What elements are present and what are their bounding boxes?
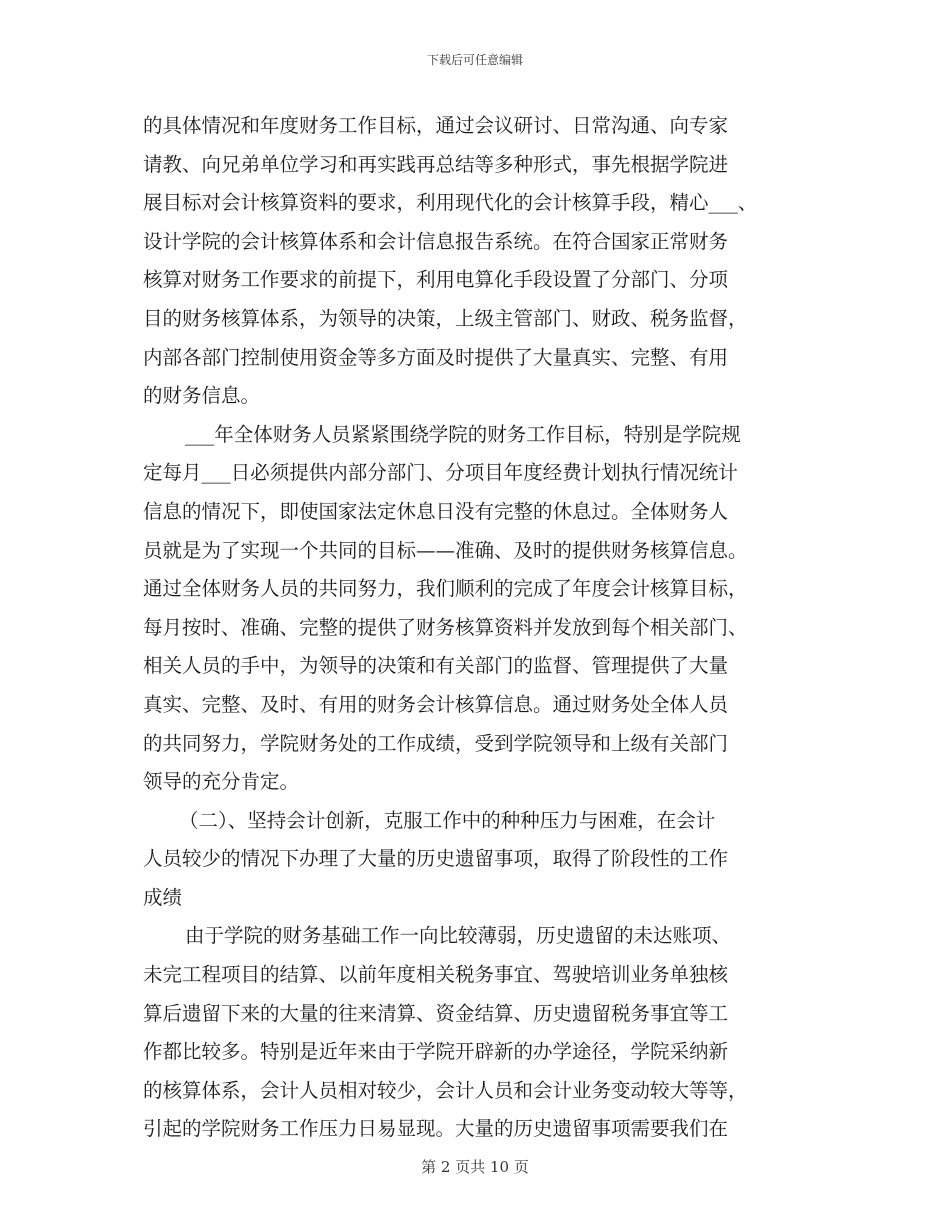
text-line: 请教、向兄弟单位学习和再实践再总结等多种形式，事先根据学院进 xyxy=(143,152,729,176)
text-line: 信息的情况下，即使国家法定休息日没有完整的休息过。全体财务人 xyxy=(143,499,729,523)
text-line: 目的财务核算体系，为领导的决策，上级主管部门、财政、税务监督， xyxy=(143,306,748,330)
text-line: 的核算体系，会计人员相对较少，会计人员和会计业务变动较大等等， xyxy=(143,1078,748,1102)
text-line: 的具体情况和年度财务工作目标，通过会议研讨、日常沟通、向专家 xyxy=(143,114,729,137)
text-line: 算后遗留下来的大量的往来清算、资金结算、历史遗留税务事宜等工 xyxy=(143,1001,729,1025)
text-line: 定每月___日必须提供内部分部门、分项目年度经费计划执行情况统计 xyxy=(143,461,738,485)
text-line: 未完工程项目的结算、以前年度相关税务事宜、驾驶培训业务单独核 xyxy=(143,963,729,987)
text-line: 作都比较多。特别是近年来由于学院开辟新的办学途径，学院采纳新 xyxy=(143,1040,729,1064)
page-footer: 第 2 页共 10 页 xyxy=(421,1158,529,1176)
text-line: 核算对财务工作要求的前提下，利用电算化手段设置了分部门、分项 xyxy=(143,268,729,292)
text-line: 每月按时、准确、完整的提供了财务核算资料并发放到每个相关部门、 xyxy=(143,615,748,639)
document-body xyxy=(143,107,815,1149)
text-line: 内部各部门控制使用资金等多方面及时提供了大量真实、完整、有用 xyxy=(143,345,729,369)
section-heading-line: （二）、坚持会计创新，克服工作中的种种压力与困难，在会计 xyxy=(179,808,716,832)
text-line: 相关人员的手中，为领导的决策和有关部门的监督、管理提供了大量 xyxy=(143,654,729,678)
section-heading-line: 人员较少的情况下办理了大量的历史遗留事项，取得了阶段性的工作 xyxy=(143,847,729,871)
section-heading-line: 成绩 xyxy=(143,885,183,909)
paragraph-first-line: ___年全体财务人员紧紧围绕学院的财务工作目标，特别是学院规 xyxy=(185,422,741,446)
page-header: 下载后可任意编辑 xyxy=(426,53,523,67)
text-line: 展目标对会计核算资料的要求，利用现代化的会计核算手段，精心___、 xyxy=(143,191,758,215)
text-line: 真实、完整、及时、有用的财务会计核算信息。通过财务处全体人员 xyxy=(143,692,729,716)
text-line: 设计学院的会计核算体系和会计信息报告系统。在符合国家正常财务 xyxy=(143,229,729,253)
text-line: 通过全体财务人员的共同努力，我们顺利的完成了年度会计核算目标， xyxy=(143,577,748,601)
paragraph-first-line: 由于学院的财务基础工作一向比较薄弱，历史遗留的未达账项、 xyxy=(185,924,732,948)
text-line: 员就是为了实现一个共同的目标——准确、及时的提供财务核算信息。 xyxy=(143,538,748,562)
text-line: 领导的充分肯定。 xyxy=(143,770,300,794)
text-line: 的共同努力，学院财务处的工作成绩，受到学院领导和上级有关部门 xyxy=(143,731,729,755)
text-line: 的财务信息。 xyxy=(143,384,261,408)
text-line: 引起的学院财务工作压力日易显现。大量的历史遗留事项需要我们在 xyxy=(143,1117,729,1141)
